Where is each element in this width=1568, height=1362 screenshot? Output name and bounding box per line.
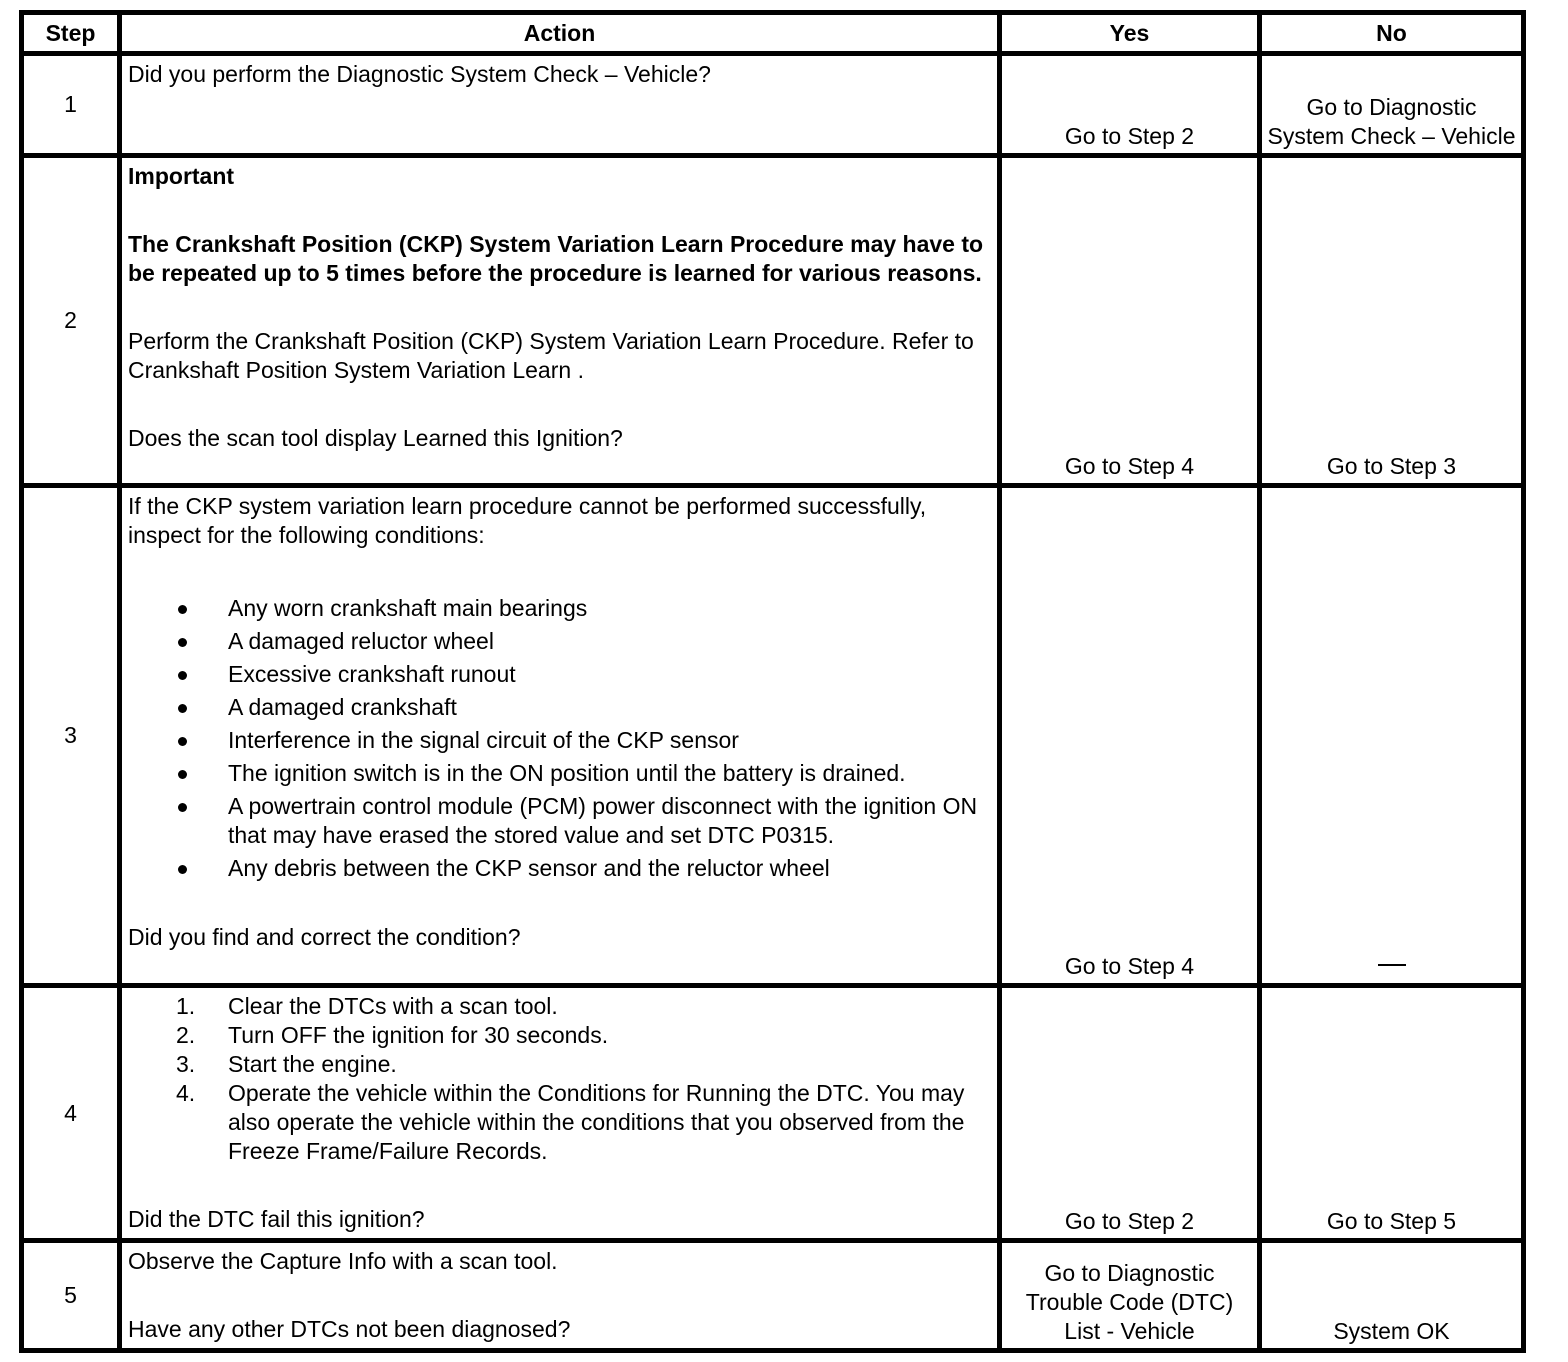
yes-cell: Go to Step 2 <box>1000 986 1260 1241</box>
diagnostic-table <box>19 10 1526 1353</box>
no-cell: Go to Diagnostic System Check – Vehicle <box>1260 54 1524 156</box>
bullet-icon <box>178 638 187 647</box>
step-number: 4 <box>22 986 120 1241</box>
list-item: Any worn crankshaft main bearings <box>128 594 991 623</box>
bullet-icon <box>178 605 187 614</box>
header-no: No <box>1260 13 1524 54</box>
no-cell: Go to Step 5 <box>1260 986 1524 1241</box>
action-question: Does the scan tool display Learned this Ignition? <box>128 425 623 451</box>
procedure-list <box>128 992 991 1166</box>
action-cell <box>120 986 1000 1241</box>
action-cell <box>120 156 1000 486</box>
list-item: 1. Clear the DTCs with a scan tool. <box>176 993 558 1019</box>
list-item: A damaged reluctor wheel <box>128 627 991 656</box>
bullet-icon <box>178 704 187 713</box>
action-intro: If the CKP system variation learn procedure cannot be performed successfully, inspect for the following conditions: <box>128 493 927 548</box>
bullet-icon <box>178 671 187 680</box>
bullet-icon <box>178 803 187 812</box>
table-row-step-4 <box>22 986 1524 1241</box>
bullet-icon <box>178 737 187 746</box>
yes-cell: Go to Diagnostic Trouble Code (DTC) List - Vehicle <box>1000 1241 1260 1351</box>
yes-cell: Go to Step 2 <box>1000 54 1260 156</box>
step-number: 1 <box>22 54 120 156</box>
header-action: Action <box>120 13 1000 54</box>
table-row-step-2 <box>22 156 1524 486</box>
bullet-icon <box>178 770 187 779</box>
action-question: Did you find and correct the condition? <box>128 924 521 950</box>
no-cell <box>1260 486 1524 986</box>
list-item: A powertrain control module (PCM) power disconnect with the ignition ON that may have erased the stored value and set DTC P0315. <box>128 792 991 850</box>
header-step: Step <box>22 13 120 54</box>
action-instruction: Observe the Capture Info with a scan tool. <box>128 1248 558 1274</box>
action-cell <box>120 486 1000 986</box>
table-row-step-1 <box>22 54 1524 156</box>
action-cell <box>120 1241 1000 1351</box>
conditions-list <box>128 594 991 883</box>
action-question: Did the DTC fail this ignition? <box>128 1206 425 1232</box>
important-label: Important <box>128 163 235 189</box>
step-number: 3 <box>22 486 120 986</box>
action-question: Did you perform the Diagnostic System Check – Vehicle? <box>128 61 711 87</box>
table-row-step-3 <box>22 486 1524 986</box>
step-number: 2 <box>22 156 120 486</box>
important-note: The Crankshaft Position (CKP) System Variation Learn Procedure may have to be repeated up to 5 times before the procedure is learned for various reasons. <box>128 231 984 286</box>
action-instruction: Perform the Crankshaft Position (CKP) System Variation Learn Procedure. Refer to Crankshaft Position System Variation Learn . <box>128 328 974 383</box>
list-item: A damaged crankshaft <box>128 693 991 722</box>
list-item: 3. Start the engine. <box>176 1051 397 1077</box>
no-cell: Go to Step 3 <box>1260 156 1524 486</box>
yes-cell: Go to Step 4 <box>1000 486 1260 986</box>
header-yes: Yes <box>1000 13 1260 54</box>
no-dash <box>1378 964 1406 966</box>
list-item: Any debris between the CKP sensor and the reluctor wheel <box>128 854 991 883</box>
bullet-icon <box>178 865 187 874</box>
list-item: Interference in the signal circuit of the CKP sensor <box>128 726 991 755</box>
action-cell <box>120 54 1000 156</box>
action-question: Have any other DTCs not been diagnosed? <box>128 1316 571 1342</box>
list-item: Excessive crankshaft runout <box>128 660 991 689</box>
table-row-step-5 <box>22 1241 1524 1351</box>
list-item: The ignition switch is in the ON position until the battery is drained. <box>128 759 991 788</box>
no-cell: System OK <box>1260 1241 1524 1351</box>
header-row <box>22 13 1524 54</box>
list-item: 2. Turn OFF the ignition for 30 seconds. <box>176 1022 609 1048</box>
list-item: 4. Operate the vehicle within the Conditions for Running the DTC. You may also operate the vehicle within the conditions that you observed from the Freeze Frame/Failure Records. <box>176 1080 965 1164</box>
yes-cell: Go to Step 4 <box>1000 156 1260 486</box>
step-number: 5 <box>22 1241 120 1351</box>
